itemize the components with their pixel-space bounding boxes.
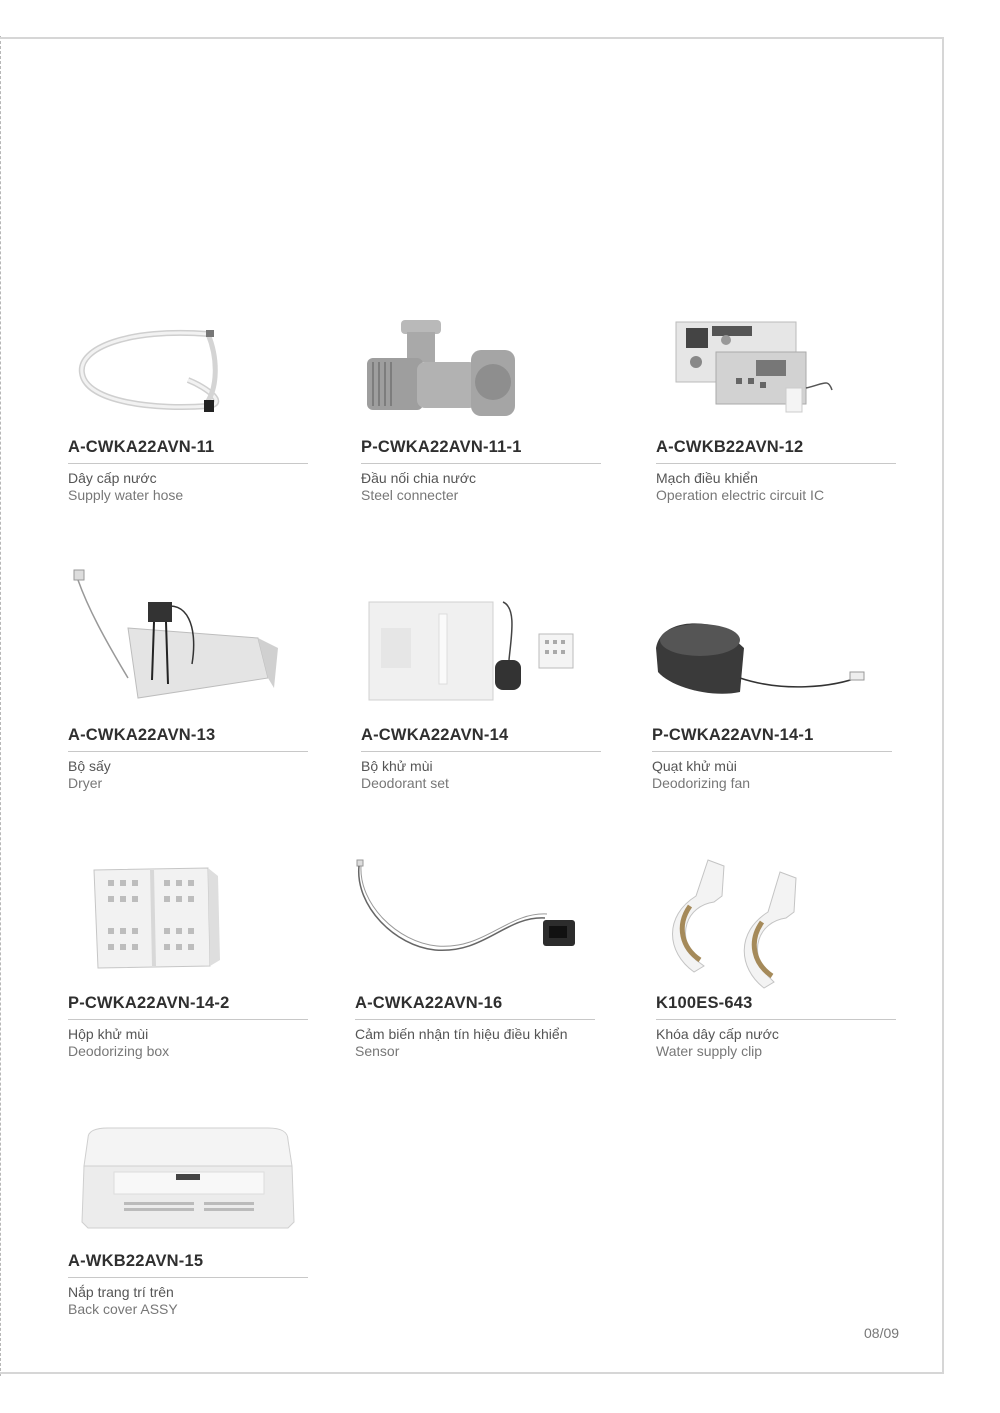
product-code: A-CWKA22AVN-13 (68, 726, 308, 752)
product-name-en: Operation electric circuit IC (656, 487, 825, 503)
product-code: A-CWKB22AVN-12 (656, 438, 896, 464)
product-code: P-CWKA22AVN-11-1 (361, 438, 601, 464)
product-card (656, 856, 896, 1060)
product-card (656, 318, 896, 504)
product-card (361, 318, 601, 504)
page-number: 08/09 (864, 1325, 900, 1341)
water-hose-icon (68, 318, 308, 438)
product-code: A-CWKA22AVN-16 (355, 994, 595, 1020)
product-card (68, 318, 308, 504)
product-card (652, 568, 892, 792)
product-name-vi: Đầu nối chia nước (361, 470, 477, 486)
product-name-vi: Mạch điều khiển (656, 470, 758, 486)
product-name-en: Back cover ASSY (68, 1301, 178, 1317)
product-name-en: Deodorizing fan (652, 775, 751, 791)
product-name-en: Dryer (68, 775, 103, 791)
product-code: P-CWKA22AVN-14-1 (652, 726, 892, 752)
product-card (68, 568, 308, 792)
water-supply-clip-icon (656, 856, 896, 994)
product-name-en: Water supply clip (656, 1043, 763, 1059)
product-code: A-CWKA22AVN-14 (361, 726, 601, 752)
product-name-en: Sensor (355, 1043, 400, 1059)
product-code: P-CWKA22AVN-14-2 (68, 994, 308, 1020)
product-name-vi: Cảm biến nhận tín hiệu điều khiển (355, 1026, 568, 1042)
circuit-board-icon (656, 318, 896, 438)
product-name-vi: Hộp khử mùi (68, 1026, 149, 1042)
product-name-vi: Bộ khử mùi (361, 758, 433, 774)
product-card (68, 1126, 308, 1318)
product-card (68, 856, 308, 1060)
dryer-icon (68, 568, 308, 726)
deodorizing-fan-icon (652, 568, 892, 726)
product-card (361, 568, 601, 792)
product-name-en: Supply water hose (68, 487, 184, 503)
steel-connector-icon (361, 318, 601, 438)
product-code: K100ES-643 (656, 994, 896, 1020)
product-name-vi: Bộ sấy (68, 758, 111, 774)
sensor-icon (355, 856, 595, 994)
product-name-en: Steel connecter (361, 487, 459, 503)
back-cover-icon (68, 1126, 308, 1252)
product-code: A-CWKA22AVN-11 (68, 438, 308, 464)
product-card (355, 856, 595, 1060)
product-name-en: Deodorant set (361, 775, 449, 791)
product-name-vi: Quạt khử mùi (652, 758, 737, 774)
product-name-vi: Nắp trang trí trên (68, 1284, 174, 1300)
deodorizing-box-icon (68, 856, 308, 994)
deodorant-set-icon (361, 568, 601, 726)
product-name-vi: Dây cấp nước (68, 470, 157, 486)
product-name-vi: Khóa dây cấp nước (656, 1026, 779, 1042)
product-name-en: Deodorizing box (68, 1043, 170, 1059)
product-code: A-WKB22AVN-15 (68, 1252, 308, 1278)
